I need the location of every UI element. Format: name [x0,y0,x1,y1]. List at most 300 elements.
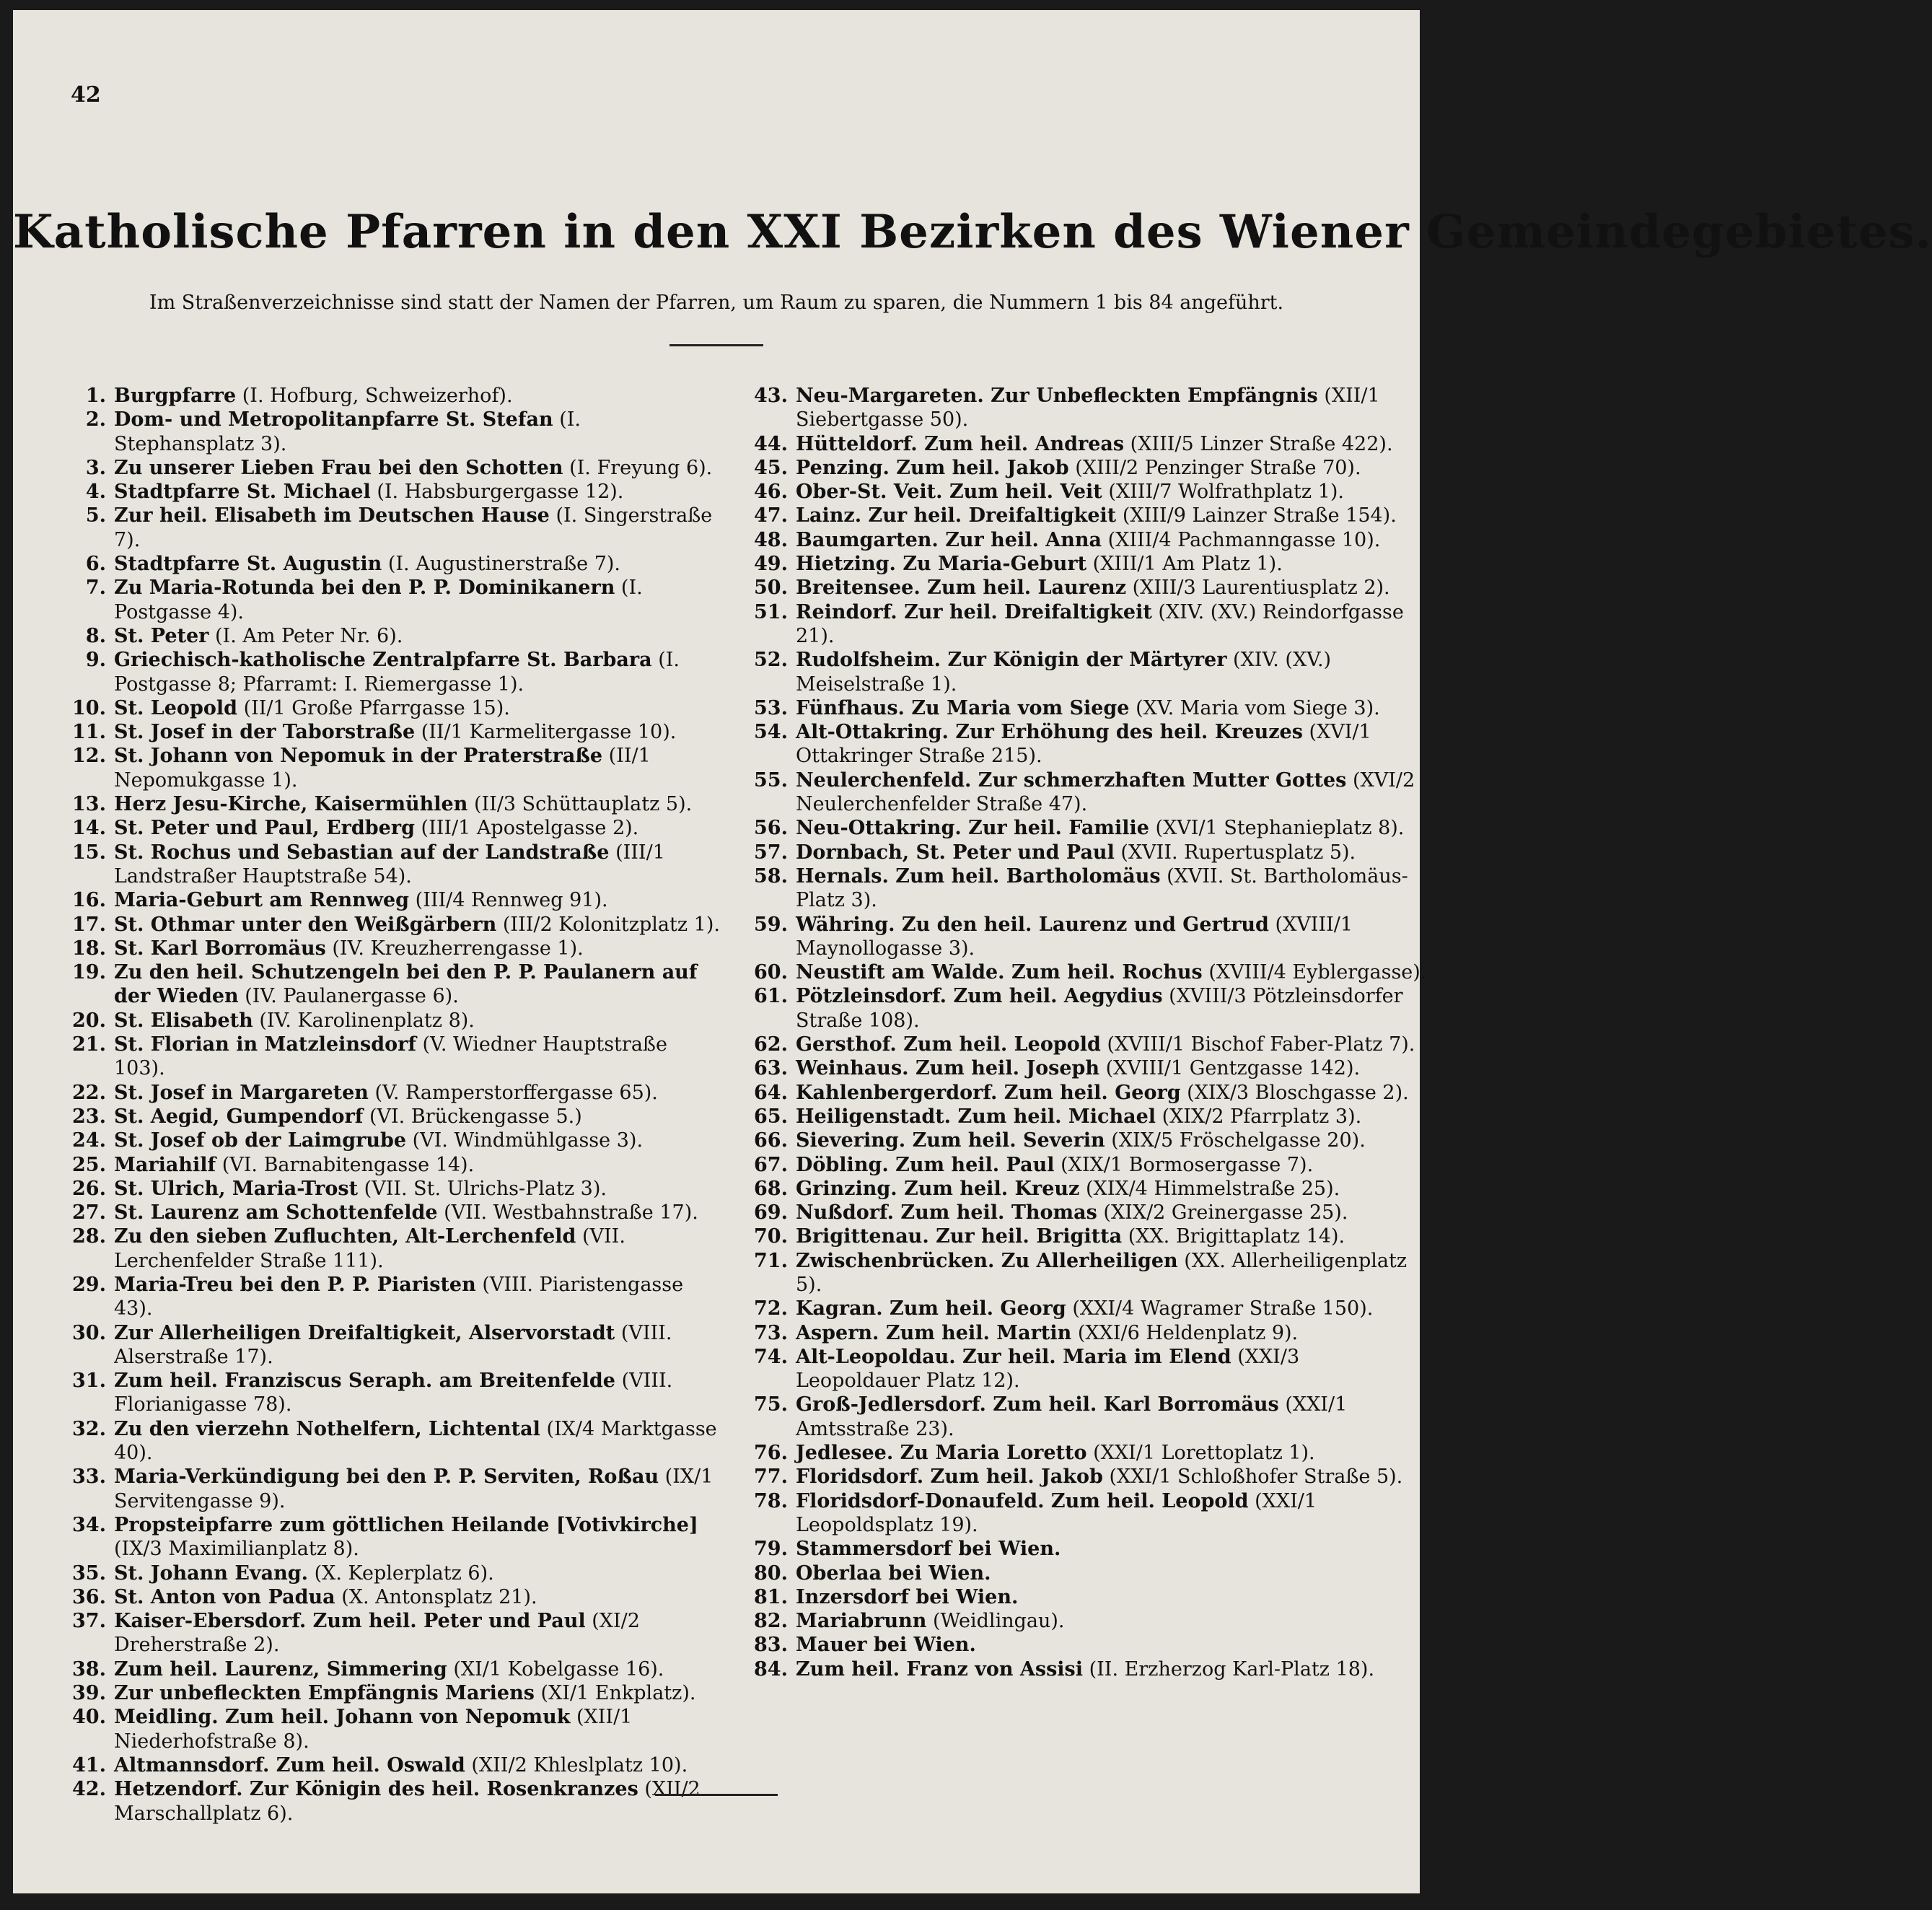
parish-entry [749,1105,1427,1129]
parish-address: (Weidlingau). [932,1610,1065,1633]
parish-address: (XVIII/1 Gentzgasse 142). [1105,1057,1361,1080]
parish-number: 45. [754,456,788,479]
parish-name: Mauer bei Wien. [796,1634,976,1657]
parish-number: 41. [72,1753,106,1777]
parish-name: St. Rochus und Sebastian auf der Landstraße [114,841,610,864]
parish-address: (XVIII/4 Eyblergasse). [1208,961,1427,984]
parish-name: Baumgarten. Zur heil. Anna [796,528,1102,551]
parish-address: (XIX/2 Pfarrplatz 3). [1162,1105,1362,1128]
parish-name: St. Johann von Nepomuk in der Praterstraße [114,745,603,768]
parish-name: Burgpfarre [114,385,237,407]
parish-name: Alt-Ottakring. Zur Erhöhung des heil. Kreuzes [796,721,1303,744]
parish-number: 49. [754,553,788,576]
parish-name: St. Josef ob der Laimgrube [114,1129,407,1152]
parish-name: Nußdorf. Zum heil. Thomas [796,1201,1097,1225]
parish-number: 20. [72,1009,106,1032]
parish-name: Zur Allerheiligen Dreifaltigkeit, Alservorstadt [114,1321,615,1344]
parish-name: Oberlaa bei Wien. [796,1561,991,1585]
parish-entry [67,1201,724,1225]
parish-entry [749,1465,1427,1489]
parish-entry [67,1465,724,1513]
parish-number: 43. [754,385,788,407]
parish-entry [749,984,1427,1033]
parish-address: (V. Wiedner Hauptstraße 103). [114,1033,667,1080]
parish-name: St. Elisabeth [114,1009,253,1032]
parish-entry [749,600,1427,649]
parish-number: 29. [72,1273,106,1296]
parish-number: 50. [754,577,788,600]
parish-entry [67,1105,724,1129]
parish-number: 39. [72,1682,106,1705]
parish-number: 21. [72,1033,106,1056]
parish-address: (XI/2 Dreherstraße 2). [114,1610,640,1657]
parish-address: (III/2 Kolonitzplatz 1). [502,913,720,936]
parish-address: (I. Postgasse 8; Pfarramt: I. Riemergasse 1). [114,649,680,696]
parish-number: 44. [754,432,788,455]
parish-number: 75. [754,1393,788,1416]
parish-address: (II/1 Große Pfarrgasse 15). [243,696,510,719]
parish-entry [749,504,1427,527]
parish-address: (I. Stephansplatz 3). [114,408,581,455]
parish-address: (XVII. St. Bartholomäus-Platz 3). [796,864,1408,912]
parish-name: Heiligenstadt. Zum heil. Michael [796,1105,1156,1128]
parish-name: Zu Maria-Rotunda bei den P. P. Dominikanern [114,577,615,600]
parish-name: Propsteipfarre zum göttlichen Heilande [Votivkirche] [114,1513,698,1536]
parish-address: (XVI/1 Ottakringer Straße 215). [796,721,1371,768]
parish-number: 11. [72,721,106,744]
parish-entry [749,576,1427,600]
parish-address: (XIII/4 Pachmanngasse 10). [1107,528,1381,551]
parish-name: Dom- und Metropolitanpfarre St. Stefan [114,408,553,431]
parish-number: 74. [754,1345,788,1368]
parish-address: (XX. Allerheiligenplatz 5). [796,1249,1408,1296]
parish-number: 72. [754,1297,788,1320]
parish-number: 70. [754,1225,788,1248]
parish-entry [749,1201,1427,1225]
parish-number: 24. [72,1129,106,1152]
parish-number: 42. [72,1778,106,1801]
parish-entry [67,1585,724,1609]
parish-entry [67,1225,724,1273]
parish-number: 5. [85,504,106,527]
parish-number: 56. [754,817,788,840]
parish-name: Grinzing. Zum heil. Kreuz [796,1177,1080,1200]
parish-address: (VIII. Alserstraße 17). [114,1321,672,1368]
parish-name: Floridsdorf-Donaufeld. Zum heil. Leopold [796,1489,1249,1512]
parish-address: (IX/3 Maximilianplatz 8). [114,1538,359,1561]
parish-number: 33. [72,1466,106,1489]
parish-name: Döbling. Zum heil. Paul [796,1153,1055,1176]
parish-name: Hernals. Zum heil. Bartholomäus [796,864,1161,888]
parish-number: 76. [754,1442,788,1465]
parish-name: St. Florian in Matzleinsdorf [114,1033,416,1056]
parish-number: 8. [85,624,106,647]
parish-entry [67,1657,724,1681]
parish-number: 4. [85,481,106,504]
parish-number: 30. [72,1321,106,1344]
parish-number: 31. [72,1370,106,1393]
parish-entry [749,1177,1427,1201]
parish-entry [749,1561,1427,1585]
parish-entry [67,816,724,840]
parish-entry [67,480,724,504]
parish-name: Altmannsdorf. Zum heil. Oswald [114,1753,465,1777]
parish-entry [749,1609,1427,1633]
parish-number: 19. [72,961,106,984]
parish-number: 54. [754,721,788,744]
parish-number: 18. [72,937,106,960]
parish-entry [67,1273,724,1321]
parish-number: 23. [72,1105,106,1128]
parish-name: Zur heil. Elisabeth im Deutschen Hause [114,504,550,527]
parish-entry [67,841,724,889]
parish-entry [749,696,1427,720]
parish-entry [749,456,1427,480]
parish-name: Mariabrunn [796,1610,927,1633]
parish-address: (X. Keplerplatz 6). [314,1561,494,1585]
parish-entry [749,1657,1427,1681]
parish-name: Inzersdorf bei Wien. [796,1585,1019,1608]
parish-list-left [67,384,724,1826]
parish-entry [67,1705,724,1753]
parish-address: (XXI/1 Amtsstraße 23). [796,1393,1348,1440]
parish-entry [749,1129,1427,1152]
parish-address: (XIII/5 Linzer Straße 422). [1130,432,1393,455]
parish-address: (II. Erzherzog Karl-Platz 18). [1089,1657,1375,1681]
parish-name: Gersthof. Zum heil. Leopold [796,1033,1101,1056]
parish-number: 22. [72,1081,106,1104]
parish-address: (XXI/6 Heldenplatz 9). [1077,1321,1299,1344]
parish-address: (XIX/2 Greinergasse 25). [1103,1201,1348,1225]
parish-number: 84. [754,1657,788,1681]
parish-name: Neulerchenfeld. Zur schmerzhaften Mutter Gottes [796,768,1347,792]
parish-address: (XVII. Rupertusplatz 5). [1120,841,1356,864]
parish-number: 69. [754,1201,788,1225]
parish-address: (I. Augustinerstraße 7). [387,553,620,576]
parish-entry [67,696,724,720]
parish-number: 62. [754,1033,788,1056]
parish-name: Griechisch-katholische Zentralpfarre St. Barbara [114,649,652,672]
parish-name: Zu den sieben Zufluchten, Alt-Lerchenfeld [114,1225,576,1248]
parish-name: St. Josef in der Taborstraße [114,721,416,744]
parish-number: 10. [72,696,106,719]
parish-name: St. Ulrich, Maria-Trost [114,1177,359,1200]
parish-entry [749,1225,1427,1248]
parish-entry [749,552,1427,576]
parish-number: 28. [72,1225,106,1248]
parish-address: (XIII/9 Lainzer Straße 154). [1122,504,1397,527]
parish-number: 55. [754,768,788,792]
parish-name: Maria-Verkündigung bei den P. P. Serviten, Roßau [114,1466,659,1489]
parish-entry [749,1537,1427,1561]
parish-name: Aspern. Zum heil. Martin [796,1321,1072,1344]
parish-entry [67,1561,724,1585]
parish-address: (XII/1 Niederhofstraße 8). [114,1706,633,1753]
parish-number: 6. [85,553,106,576]
parish-name: Reindorf. Zur heil. Dreifaltigkeit [796,600,1152,623]
parish-number: 3. [85,456,106,479]
parish-name: Währing. Zu den heil. Laurenz und Gertrud [796,913,1269,936]
parish-name: Zur unbefleckten Empfängnis Mariens [114,1682,535,1705]
parish-entry [749,1033,1427,1056]
parish-address: (XXI/1 Schloßhofer Straße 5). [1109,1466,1403,1489]
parish-number: 73. [754,1321,788,1344]
parish-address: (III/1 Landstraßer Hauptstraße 54). [114,841,665,888]
parish-address: (XVIII/1 Maynollogasse 3). [796,913,1353,960]
bottom-divider [655,1794,778,1796]
parish-address: (III/1 Apostelgasse 2). [421,817,639,840]
parish-address: (IV. Paulanergasse 6). [245,985,459,1008]
parish-address: (XIX/1 Bormosergasse 7). [1061,1153,1314,1176]
parish-entry [749,913,1427,961]
parish-name: Zum heil. Laurenz, Simmering [114,1657,447,1681]
parish-name: Lainz. Zur heil. Dreifaltigkeit [796,504,1117,527]
parish-name: St. Peter und Paul, Erdberg [114,817,415,840]
parish-name: Neu-Ottakring. Zur heil. Familie [796,817,1149,840]
parish-entry [749,720,1427,768]
parish-address: (XVIII/1 Bischof Faber-Platz 7). [1107,1033,1415,1056]
parish-number: 46. [754,481,788,504]
parish-entry [67,937,724,960]
parish-entry [67,1609,724,1657]
parish-entry [749,768,1427,817]
parish-number: 26. [72,1177,106,1200]
parish-number: 9. [85,649,106,672]
parish-address: (XIII/7 Wolfrathplatz 1). [1108,481,1344,504]
parish-entry [749,1056,1427,1080]
parish-name: Weinhaus. Zum heil. Joseph [796,1057,1100,1080]
parish-address: (XIV. (XV.) Reindorfgasse 21). [796,600,1404,647]
parish-entry [67,913,724,937]
parish-name: Kagran. Zum heil. Georg [796,1297,1066,1320]
parish-entry [749,1345,1427,1393]
parish-number: 61. [754,985,788,1008]
parish-number: 12. [72,745,106,768]
parish-entry [67,744,724,792]
parish-address: (I. Postgasse 4). [114,577,643,623]
parish-name: Stadtpfarre St. Michael [114,481,371,504]
parish-name: Meidling. Zum heil. Johann von Nepomuk [114,1706,571,1729]
parish-number: 65. [754,1105,788,1128]
parish-entry [67,1009,724,1033]
parish-entry [749,1489,1427,1538]
parish-number: 32. [72,1417,106,1440]
parish-address: (XIX/3 Bloschgasse 2). [1187,1081,1409,1104]
parish-entry [749,480,1427,504]
parish-address: (VI. Windmühlgasse 3). [412,1129,644,1152]
parish-number: 1. [85,385,106,407]
parish-address: (XV. Maria vom Siege 3). [1136,696,1380,719]
parish-entry [67,1081,724,1105]
parish-number: 36. [72,1585,106,1608]
parish-address: (XII/2 Khleslplatz 10). [471,1753,688,1777]
parish-entry [749,1249,1427,1297]
parish-address: (XII/1 Siebertgasse 50). [796,385,1380,431]
parish-number: 37. [72,1610,106,1633]
parish-entry [749,1585,1427,1609]
parish-entry [67,576,724,624]
parish-number: 14. [72,817,106,840]
parish-address: (XII/2 Marschallplatz 6). [114,1778,701,1825]
parish-entry [67,1033,724,1081]
parish-entry [67,1153,724,1177]
parish-address: (IX/4 Marktgasse 40). [114,1417,717,1465]
parish-name: Herz Jesu-Kirche, Kaisermühlen [114,793,468,816]
parish-number: 48. [754,528,788,551]
document-page [13,10,1932,1893]
parish-entry [67,1321,724,1370]
parish-name: St. Peter [114,624,209,647]
parish-number: 2. [85,408,106,431]
parish-address: (I. Freyung 6). [569,456,713,479]
parish-number: 35. [72,1561,106,1585]
parish-address: (X. Antonsplatz 21). [341,1585,537,1608]
parish-name: Floridsdorf. Zum heil. Jakob [796,1466,1103,1489]
parish-address: (XIII/3 Laurentiusplatz 2). [1132,577,1390,600]
parish-address: (XI/1 Kobelgasse 16). [453,1657,664,1681]
parish-address: (XVI/1 Stephanieplatz 8). [1155,817,1405,840]
parish-entry [67,456,724,480]
parish-name: Zum heil. Franz von Assisi [796,1657,1083,1681]
parish-number: 83. [754,1634,788,1657]
parish-address: (XXI/3 Leopoldauer Platz 12). [796,1345,1300,1393]
parish-name: Rudolfsheim. Zur Königin der Märtyrer [796,649,1227,672]
parish-address: (I. Habsburgergasse 12). [377,481,624,504]
parish-entry [749,1393,1427,1441]
parish-entry [67,1753,724,1777]
parish-address: (XIII/1 Am Platz 1). [1092,553,1283,576]
parish-list-right [749,384,1427,1681]
parish-name: Mariahilf [114,1153,216,1176]
parish-address: (VIII. Florianigasse 78). [114,1370,673,1416]
parish-address: (XIX/5 Fröschelgasse 20). [1111,1129,1366,1152]
parish-entry [67,408,724,456]
parish-number: 53. [754,696,788,719]
parish-entry [749,816,1427,840]
parish-name: Stadtpfarre St. Augustin [114,553,382,576]
parish-address: (I. Hofburg, Schweizerhof). [242,385,513,407]
parish-entry [749,960,1427,984]
parish-address: (VII. Lerchenfelder Straße 111). [114,1225,625,1272]
parish-name: Groß-Jedlersdorf. Zum heil. Karl Borromäus [796,1393,1279,1416]
parish-name: Zu den vierzehn Nothelfern, Lichtental [114,1417,540,1440]
parish-name: Kahlenbergerdorf. Zum heil. Georg [796,1081,1181,1104]
parish-number: 68. [754,1177,788,1200]
parish-number: 66. [754,1129,788,1152]
parish-entry [67,1177,724,1201]
parish-address: (XI/1 Enkplatz). [540,1682,696,1705]
parish-address: (VI. Brückengasse 5.) [369,1105,582,1128]
parish-address: (XVIII/3 Pötzleinsdorfer Straße 108). [796,985,1403,1032]
parish-entry [749,1153,1427,1177]
parish-entry [749,1081,1427,1105]
parish-name: St. Othmar unter den Weißgärbern [114,913,497,936]
parish-number: 71. [754,1249,788,1272]
parish-number: 16. [72,889,106,912]
parish-address: (XXI/4 Wagramer Straße 150). [1072,1297,1374,1320]
parish-name: Fünfhaus. Zu Maria vom Siege [796,696,1130,719]
parish-address: (XIII/2 Penzinger Straße 70). [1075,456,1361,479]
parish-number: 40. [72,1706,106,1729]
parish-address: (II/1 Nepomukgasse 1). [114,745,651,792]
parish-entry [749,864,1427,913]
parish-entry [749,384,1427,432]
parish-name: St. Josef in Margareten [114,1081,369,1104]
parish-address: (II/3 Schüttauplatz 5). [473,793,693,816]
parish-entry [749,1297,1427,1320]
parish-entry [67,1369,724,1417]
parish-entry [67,624,724,648]
parish-name: St. Leopold [114,696,237,719]
parish-name: Neu-Margareten. Zur Unbefleckten Empfängnis [796,385,1318,407]
parish-entry [67,648,724,696]
parish-entry [67,1681,724,1705]
parish-address: (IV. Karolinenplatz 8). [259,1009,475,1032]
parish-address: (V. Ramperstorffergasse 65). [374,1081,658,1104]
parish-name: Hütteldorf. Zum heil. Andreas [796,432,1125,455]
parish-number: 64. [754,1081,788,1104]
parish-address: (VI. Barnabitengasse 14). [221,1153,475,1176]
parish-name: Zu unserer Lieben Frau bei den Schotten [114,456,563,479]
parish-name: Alt-Leopoldau. Zur heil. Maria im Elend [796,1345,1231,1368]
parish-number: 27. [72,1201,106,1225]
page-subtitle: Im Straßenverzeichnisse sind statt der Namen der Pfarren, um Raum zu sparen, die Nummern 1 bis 84 angeführt. [149,292,1284,314]
parish-number: 59. [754,913,788,936]
parish-address: (XX. Brigittaplatz 14). [1128,1225,1345,1248]
parish-entry [749,432,1427,456]
parish-number: 25. [72,1153,106,1176]
parish-name: Stammersdorf bei Wien. [796,1538,1061,1561]
parish-name: Sievering. Zum heil. Severin [796,1129,1105,1152]
parish-name: Penzing. Zum heil. Jakob [796,456,1069,479]
parish-entry [67,384,724,408]
parish-name: St. Karl Borromäus [114,937,326,960]
page-number: 42 [71,82,101,108]
parish-address: (I. Am Peter Nr. 6). [215,624,403,647]
parish-entry [67,792,724,816]
parish-name: Zwischenbrücken. Zu Allerheiligen [796,1249,1178,1272]
parish-entry [749,841,1427,864]
parish-number: 34. [72,1513,106,1536]
parish-address: (IV. Kreuzherrengasse 1). [332,937,584,960]
parish-name: Pötzleinsdorf. Zum heil. Aegydius [796,985,1163,1008]
parish-name: Ober-St. Veit. Zum heil. Veit [796,481,1102,504]
parish-name: St. Aegid, Gumpendorf [114,1105,364,1128]
parish-name: Maria-Treu bei den P. P. Piaristen [114,1273,476,1296]
parish-name: Hetzendorf. Zur Königin des heil. Rosenkranzes [114,1778,638,1801]
parish-name: Jedlesee. Zu Maria Loretto [796,1442,1087,1465]
parish-name: Zu den heil. Schutzengeln bei den P. P. Paulanern auf der Wieden [114,961,698,1008]
parish-number: 58. [754,864,788,888]
parish-address: (XIX/4 Himmelstraße 25). [1085,1177,1340,1200]
parish-address: (III/4 Rennweg 91). [415,889,608,912]
parish-entry [749,528,1427,552]
parish-name: St. Anton von Padua [114,1585,335,1608]
parish-entry [67,1129,724,1152]
parish-number: 60. [754,961,788,984]
parish-address: (XVI/2 Neulerchenfelder Straße 47). [796,768,1415,816]
parish-name: Brigittenau. Zur heil. Brigitta [796,1225,1123,1248]
parish-address: (VIII. Piaristengasse 43). [114,1273,684,1320]
parish-number: 78. [754,1489,788,1512]
parish-entry [67,1513,724,1561]
page-title: Katholische Pfarren in den XXI Bezirken des Wiener Gemeindegebietes. [13,205,1932,259]
parish-name: Dornbach, St. Peter und Paul [796,841,1115,864]
parish-entry [749,1633,1427,1657]
parish-entry [67,888,724,912]
parish-number: 79. [754,1538,788,1561]
parish-number: 80. [754,1561,788,1585]
